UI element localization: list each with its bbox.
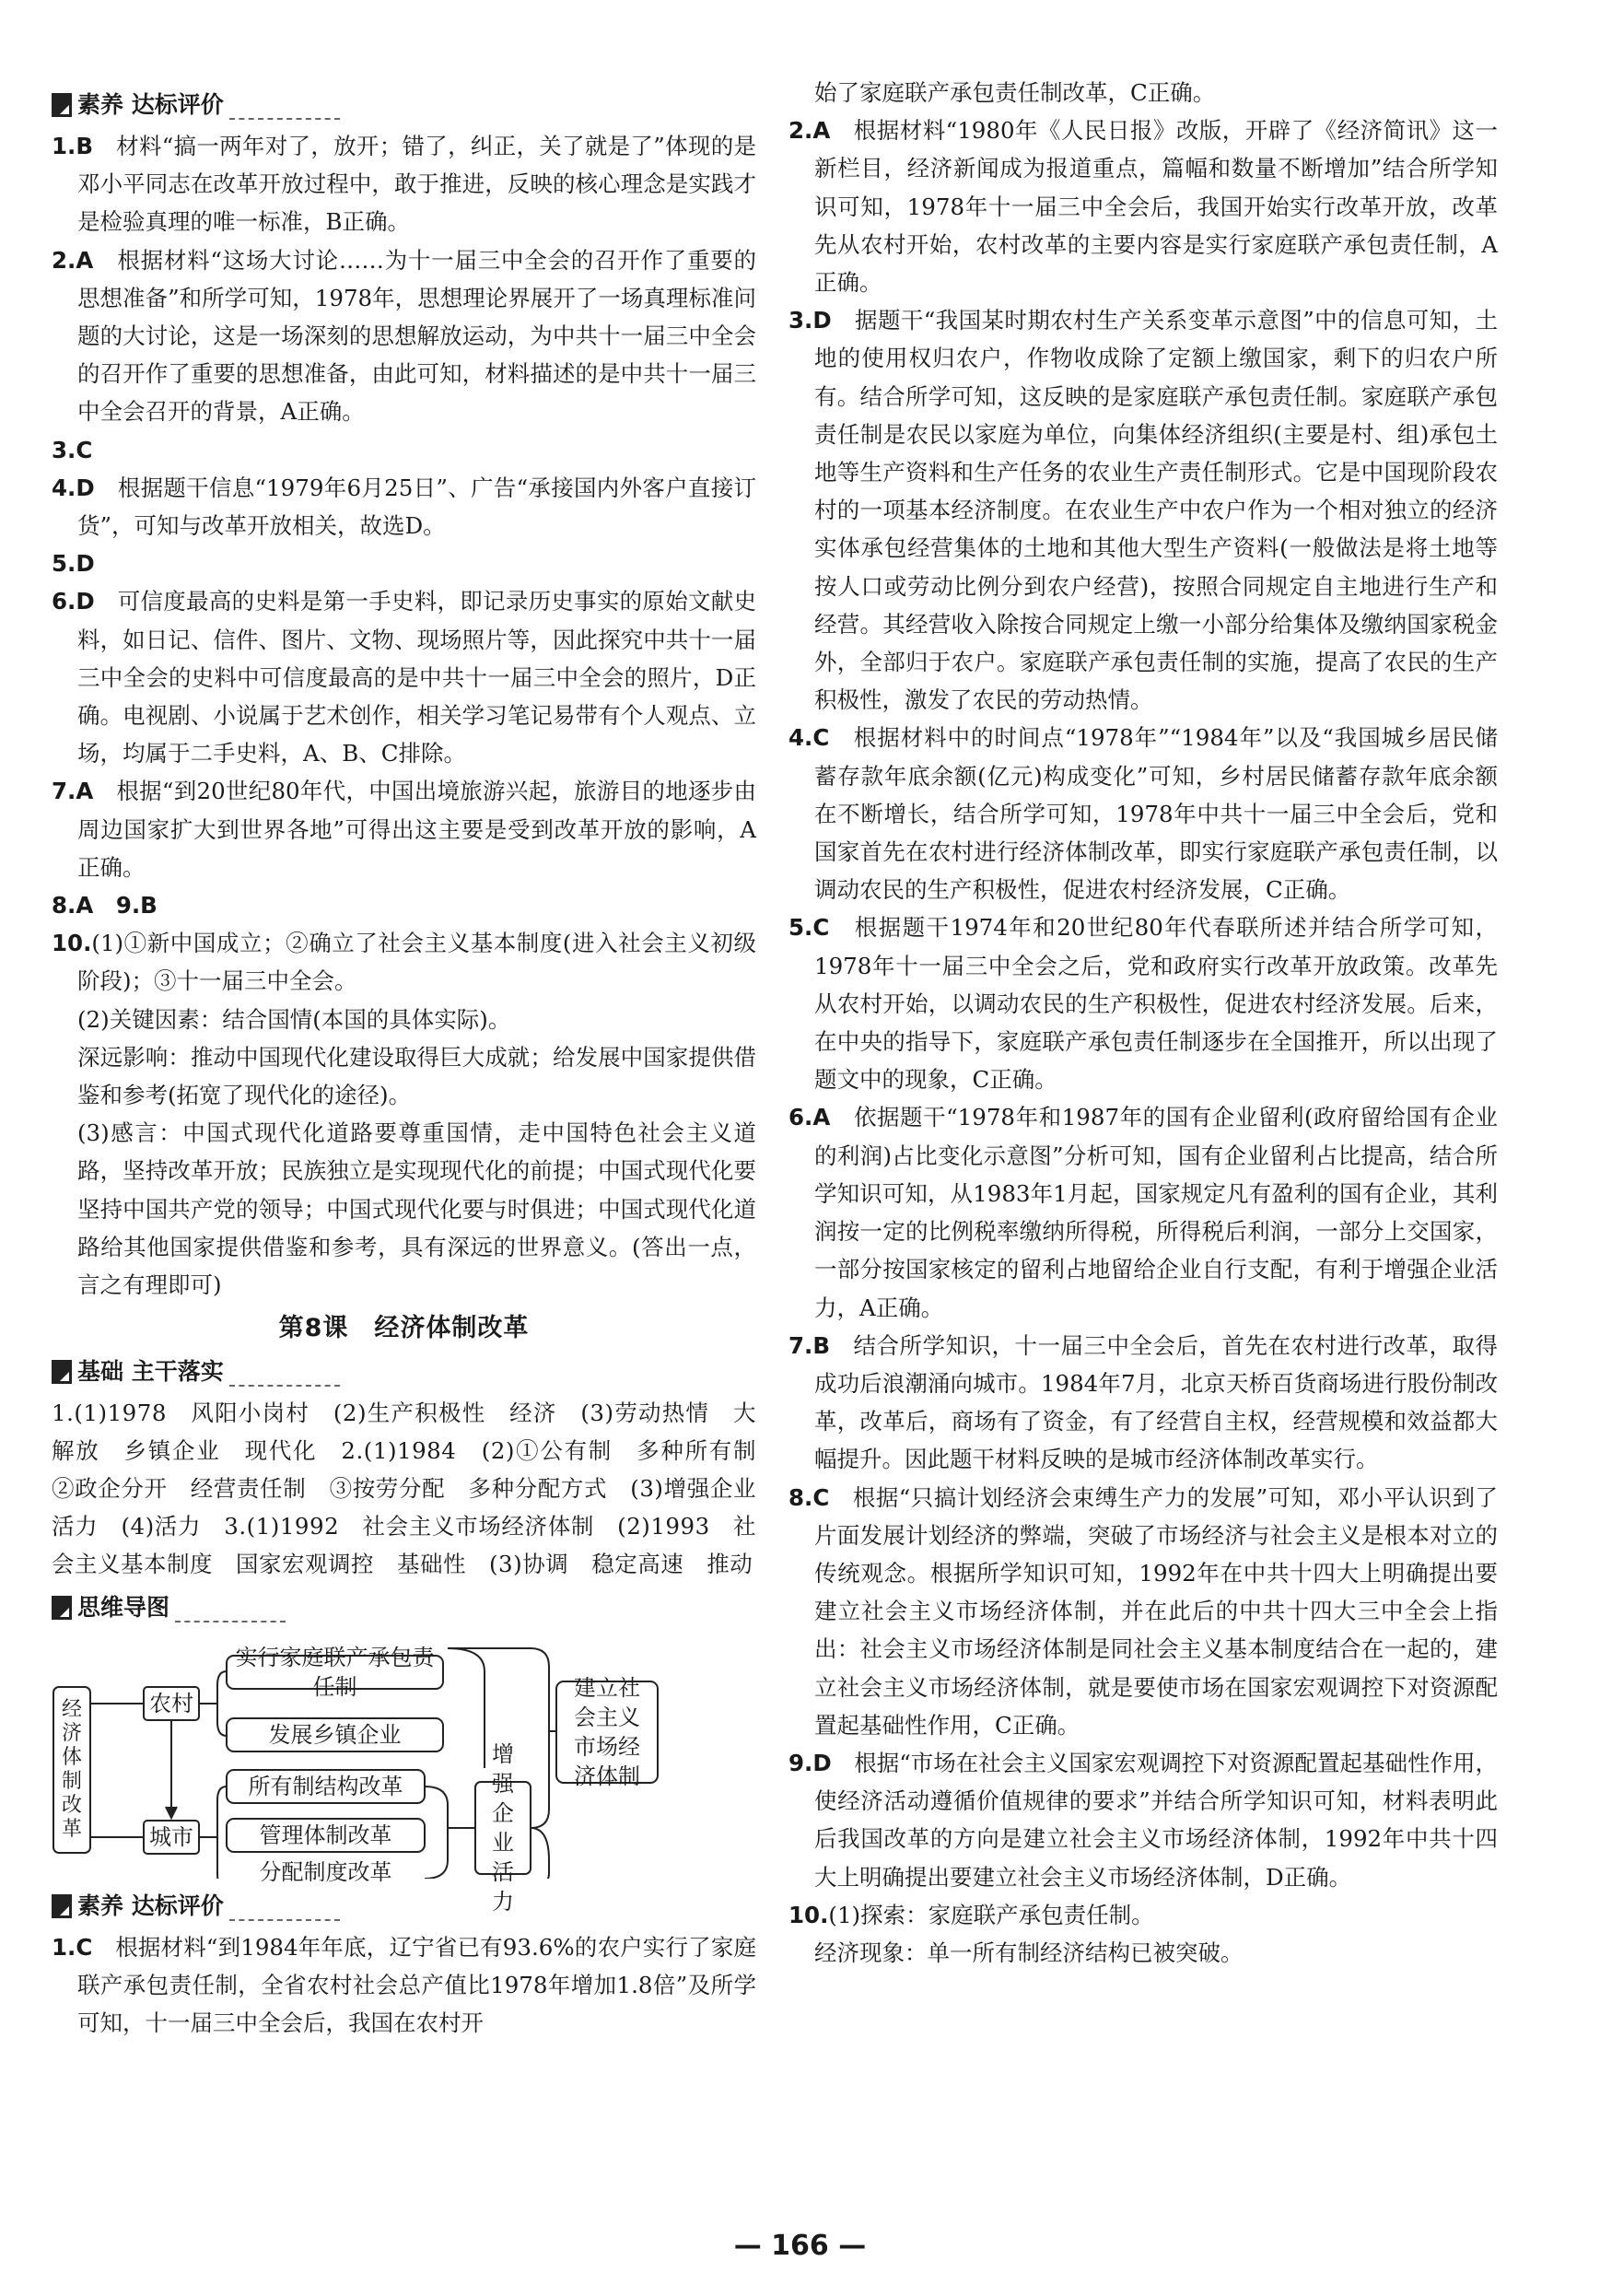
mm-rural: 农村 xyxy=(149,1690,193,1716)
answer-item-3: 3.D 据题干“我国某时期农村生产关系变革示意图”中的信息可知，土地的使用权归农户，作物收成除了定额上缴国家，剩下的归农户所有。结合所学可知，这反映的是家庭联产承包责任制。家庭联产承包责任制是农民以家庭为单位，向集体经济组织(主要是村、组)承包土地等生产资料和生产任务的农业生产责任制形式。它是中国现阶段农村的一项基本经济制度。在农业生产中农户作为一个相对独立的经济实体承包经营集体的土地和其他大型生产资料(一般做法是将土地等按人口或劳动比例分到农户经营)，按照合同规定自主地进行生产和经营。其经营收入除按合同规定上缴一小部分给集体及缴纳国家税金外，全部归于农户。家庭联产承包责任制的实施，提高了农民的生产积极性，激发了农民的劳动热情。 xyxy=(788,307,1498,714)
answer-item-10-part3: (3)感言：中国式现代化道路要尊重国情，走中国特色社会主义道路，坚持改革开放；民族独立是实现现代化的前提；中国式现代化要坚持中国共产党的领导；中国式现代化要与时俱进；中国式现代化道路给其他国家提供借鉴和参考，具有深远的世界意义。(答出一点，言之有理即可) xyxy=(77,1119,756,1299)
answer-item-1: 1.C 根据材料“到1984年年底，辽宁省已有93.6%的农户实行了家庭联产承包责任制，全省农村社会总产值比1978年增加1.8倍”及所学可知，十一届三中全会后，我国在农村开 xyxy=(52,1933,756,2036)
mm-rural-item: 实行家庭联产承包责任制 xyxy=(235,1644,435,1700)
section-corner-icon xyxy=(52,1360,72,1384)
section-title: 思维导图 xyxy=(77,1593,170,1621)
answer-item-9: 9.D 根据“市场在社会主义国家宏观调控下对资源配置起基础性作用，使经济活动遵循价值规律的要求”并结合所学知识可知，材料表明此后我国改革的方向是建立社会主义市场经济体制，1992年中共十四大上明确提出要建立社会主义市场经济体制，D正确。 xyxy=(788,1749,1499,1891)
answer-item-5: 5.D xyxy=(52,550,95,578)
answer-item-10-impact: 深远影响：推动中国现代化建设取得巨大成就；给发展中国家提供借鉴和参考(拓宽了现代化的途径)。 xyxy=(77,1043,756,1109)
mm-urban-item: 所有制结构改革 xyxy=(248,1773,403,1799)
basics-answers: 1.(1)1978 风阳小岗村 (2)生产积极性 经济 (3)劳动热情 大解放 乡镇企业 现代化 2.(1)1984 (2)①公有制 多种所有制 ②政企分开 经营责任制 ③按劳分配 多种分配方式 (3)增强企业活力 (4)活力 3.(1)1992 社会主义市场经济体制 (2)1993 社会主义基本制度 国家宏观调控 基础性 (3)协调 稳定高速 推动 xyxy=(52,1399,779,1578)
answer-item-6: 6.A 依据题干“1978年和1987年的国有企业留利(政府留给国有企业的利润)占比变化示意图”分析可知，国有企业留利占比提高，结合所学知识可知，从1983年1月起，国家规定凡有盈利的国有企业，其利润按一定的比例税率缴纳所得税，所得税后利润，一部分上交国家，一部分按国家核定的留利占地留给企业自行支配，有利于增强企业活力，A正确。 xyxy=(788,1104,1498,1321)
answer-item-3: 3.C xyxy=(52,436,93,463)
section-title: 素养 达标评价 xyxy=(77,1892,224,1919)
mm-enhance: 增强企业活力 xyxy=(492,1740,514,1915)
answer-item-4: 4.C 根据材料中的时间点“1978年”“1984年”以及“我国城乡居民储蓄存款年底余额(亿元)构成变化”可知，乡村居民储蓄存款年底余额在不断增长，结合所学可知，1978年中共十一届三中全会后，党和国家首先在农村进行经济体制改革，即实行家庭联产承包责任制，以调动农民的生产积极性，促进农村经济发展，C正确。 xyxy=(788,724,1498,904)
mm-urban-item: 管理体制改革 xyxy=(259,1822,392,1848)
page-number: — 166 — xyxy=(733,2230,867,2262)
answer-item-7: 7.B 结合所学知识，十一届三中全会后，首先在农村进行改革，取得成功后浪潮涌向城市。1984年7月，北京天桥百货商场进行股份制改革，改革后，商场有了资金，有了经营自主权，经营规模和效益都大幅提升。因此题干材料反映的是城市经济体制改革实行。 xyxy=(788,1331,1498,1473)
section-header-assessment-1 xyxy=(52,85,756,125)
mm-urban-item: 分配制度改革 xyxy=(259,1858,392,1885)
lesson-title: 第8课 经济体制改革 xyxy=(278,1314,530,1343)
answer-item-2: 2.A 根据材料“1980年《人民日报》改版，开辟了《经济简讯》这一新栏目，经济新闻成为报道重点，篇幅和数量不断增加”结合所学知识可知，1978年十一届三中全会后，我国开始实行改革开放，改革先从农村开始，农村改革的主要内容是实行家庭联产承包责任制，A正确。 xyxy=(788,117,1499,297)
answer-item-1: 1.B 材料“搞一两年对了，放开；错了，纠正，关了就是了”体现的是邓小平同志在改革开放过程中，敢于推进，反映的核心理念是实践才是检验真理的唯一标准，B正确。 xyxy=(52,133,756,236)
mm-urban: 城市 xyxy=(149,1823,193,1850)
section-header-mindmap xyxy=(52,1587,756,1628)
mm-rural-item: 发展乡镇企业 xyxy=(268,1721,402,1748)
answer-item-8: 8.C 根据“只搞计划经济会束缚生产力的发展”可知，邓小平认识到了片面发展计划经济的弊端，突破了市场经济与社会主义是根本对立的传统观念。根据所学知识可知，1992年在中共十四大上明确提出要建立社会主义市场经济体制，并在此后的中共十四大三中全会上指出：社会主义市场经济体制是同社会主义基本制度结合在一起的，建立社会主义市场经济体制，就是要使市场在国家宏观调控下对资源配置起基础性作用，C正确。 xyxy=(788,1483,1498,1739)
mm-result: 建立社会主义市场经济体制 xyxy=(574,1674,640,1789)
answer-item-8-9: 8.A 9.B xyxy=(52,892,158,920)
section-header-basics xyxy=(52,1352,756,1392)
answer-item-10-phenomenon: 经济现象：单一所有制经济结构已被突破。 xyxy=(814,1939,1244,1966)
answer-item-4: 4.D 根据题干信息“1979年6月25日”、广告“承接国内外客户直接订货”，可知与改革开放相关，故选D。 xyxy=(52,474,757,540)
answer-item-1-continued: 始了家庭联产承包责任制改革，C正确。 xyxy=(814,79,1216,106)
section-corner-icon xyxy=(52,93,72,117)
section-corner-icon xyxy=(52,1894,72,1918)
answer-item-2: 2.A 根据材料“这场大讨论……为十一届三中全会的召开作了重要的思想准备”和所学可知，1978年，思想理论界展开了一场真理标准问题的大讨论，这是一场深刻的思想解放运动，为中共十一届三中全会的召开作了重要的思想准备，由此可知，材料描述的是中共十一届三中全会召开的背景，A正确。 xyxy=(52,246,756,426)
section-title: 素养 达标评价 xyxy=(77,91,224,119)
answer-item-6: 6.D 可信度最高的史料是第一手史料，即记录历史事实的原始文献史料，如日记、信件、图片、文物、现场照片等，因此探究中共十一届三中全会的史料中可信度最高的是中共十一届三中全会的照片，D正确。电视剧、小说属于艺术创作，相关学习笔记易带有个人观点、立场，均属于二手史料，A、B、C排除。 xyxy=(52,588,757,767)
answer-item-10: 10.(1)①新中国成立；②确立了社会主义基本制度(进入社会主义初级阶段)；③十一届三中全会。 xyxy=(52,930,756,995)
mm-root: 经济体制改革 xyxy=(61,1697,82,1841)
left-column xyxy=(52,81,779,2042)
right-column xyxy=(788,74,1498,1972)
answer-item-10-part2: (2)关键因素：结合国情(本国的具体实际)。 xyxy=(77,1005,511,1033)
section-corner-icon xyxy=(52,1596,72,1620)
answer-item-10: 10.(1)探索：家庭联产承包责任制。 xyxy=(788,1901,1154,1928)
section-title: 基础 主干落实 xyxy=(77,1357,224,1385)
answer-item-7: 7.A 根据“到20世纪80年代，中国出境旅游兴起，旅游目的地逐步由周边国家扩大到世界各地”可得出这主要是受到改革开放的影响，A正确。 xyxy=(52,778,757,881)
section-header-assessment-2 xyxy=(52,1886,756,1927)
answer-item-5: 5.C 根据题干1974年和20世纪80年代春联所述并结合所学可知，1978年十一届三中全会之后，党和政府实行改革开放政策。改革先从农村开始，以调动农民的生产积极性，促进农村经济发展。后来，在中央的指导下，家庭联产承包责任制逐步在全国推开，所以出现了题文中的现象，C正确。 xyxy=(788,914,1499,1094)
